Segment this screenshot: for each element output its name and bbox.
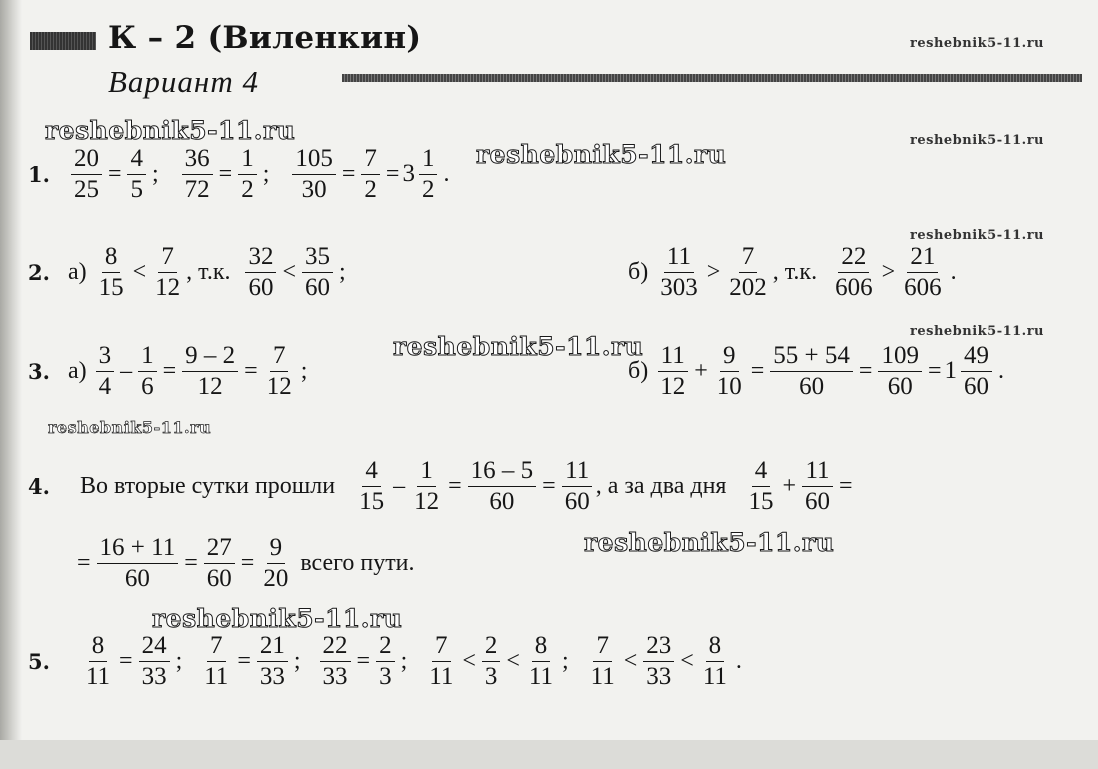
site-mark-small: reshebnik5-11.ru <box>910 324 1045 339</box>
numerator: 21 <box>907 243 938 273</box>
fraction <box>426 632 456 690</box>
denominator: 60 <box>489 487 515 515</box>
denominator: 4 <box>98 372 112 400</box>
task-4-line-2 <box>74 534 421 592</box>
numerator: 22 <box>320 632 351 662</box>
page-bottom-margin <box>0 740 1098 769</box>
fraction <box>657 243 701 301</box>
fraction <box>361 145 380 203</box>
fraction <box>97 534 179 592</box>
denominator: 606 <box>835 273 873 301</box>
separator: ; <box>262 160 270 187</box>
fraction <box>700 632 730 690</box>
task-number: 5. <box>28 648 50 674</box>
period: . <box>950 258 957 285</box>
denominator: 15 <box>748 487 774 515</box>
fraction <box>657 342 688 400</box>
fraction <box>526 632 556 690</box>
fraction <box>714 342 745 400</box>
denominator: 202 <box>729 273 767 301</box>
operator: = <box>218 160 233 187</box>
fraction <box>802 457 833 515</box>
denominator: 72 <box>184 175 210 203</box>
denominator: 3 <box>484 662 498 690</box>
numerator: 22 <box>838 243 869 273</box>
whole-part: 3 <box>402 160 415 187</box>
operator: = <box>750 357 765 384</box>
denominator: 5 <box>130 175 143 203</box>
fraction <box>482 632 501 690</box>
operator: < <box>623 647 638 674</box>
fraction <box>139 632 170 690</box>
numerator: 9 <box>720 342 739 372</box>
denominator: 606 <box>904 273 942 301</box>
operator: = <box>237 647 251 674</box>
watermark: reshebnik5-11.ru <box>45 116 296 145</box>
operator: = <box>244 357 258 384</box>
denominator: 12 <box>155 273 181 301</box>
denominator: 60 <box>124 564 150 592</box>
task-3a <box>28 342 310 400</box>
mixed-number <box>945 342 996 400</box>
numerator: 2 <box>482 632 501 662</box>
subtask-label: а) <box>67 357 87 384</box>
denominator: 11 <box>429 662 454 690</box>
denominator: 10 <box>716 372 742 400</box>
numerator: 11 <box>562 457 592 487</box>
numerator: 55 + 54 <box>770 342 853 372</box>
operator: = <box>858 357 873 384</box>
fraction <box>96 342 115 400</box>
denominator: 33 <box>259 662 285 690</box>
whole-part: 1 <box>944 357 957 384</box>
separator: ; <box>151 160 159 187</box>
watermark: reshebnik5-11.ru <box>476 140 727 169</box>
fraction <box>643 632 674 690</box>
fraction <box>96 243 127 301</box>
mixed-number <box>402 145 440 203</box>
fraction <box>419 145 438 203</box>
operator: = <box>119 647 133 674</box>
denominator: 60 <box>805 487 831 515</box>
task-number: 1. <box>28 161 50 187</box>
denominator: 60 <box>964 372 989 400</box>
numerator: 9 – 2 <box>182 342 238 372</box>
numerator: 4 <box>752 457 771 487</box>
numerator: 32 <box>245 243 276 273</box>
numerator: 8 <box>532 632 551 662</box>
site-mark-small: reshebnik5-11.ru <box>910 133 1045 148</box>
period: . <box>998 357 1004 384</box>
numerator: 7 <box>158 243 177 273</box>
task-text: всего пути. <box>300 549 415 576</box>
operator: = <box>107 160 122 187</box>
numerator: 1 <box>138 342 157 372</box>
numerator: 1 <box>238 145 257 175</box>
denominator: 11 <box>204 662 229 690</box>
watermark: reshebnik5-11.ru <box>584 528 835 557</box>
separator: ; <box>300 357 308 384</box>
numerator: 7 <box>361 145 380 175</box>
operator: = <box>448 472 462 499</box>
operator: + <box>694 357 708 384</box>
numerator: 11 <box>664 243 694 273</box>
denominator: 12 <box>660 372 686 400</box>
fraction <box>745 457 776 515</box>
operator: = <box>385 160 400 187</box>
operator: = <box>77 549 91 576</box>
numerator: 109 <box>878 342 922 372</box>
numerator: 20 <box>71 145 102 175</box>
variant-heading: Вариант 4 <box>108 64 259 99</box>
operator: < <box>506 647 520 674</box>
site-mark-small: reshebnik5-11.ru <box>910 36 1045 51</box>
denominator: 60 <box>799 372 825 400</box>
fraction <box>468 457 537 515</box>
operator: < <box>680 647 694 674</box>
numerator: 36 <box>182 145 213 175</box>
subtask-label: б) <box>628 357 649 384</box>
task-number: 4. <box>28 473 50 499</box>
numerator: 35 <box>302 243 333 273</box>
numerator: 1 <box>419 145 438 175</box>
task-text: , а за два дня <box>595 472 727 499</box>
numerator: 7 <box>270 342 289 372</box>
separator: ; <box>293 647 301 674</box>
denominator: 33 <box>322 662 348 690</box>
numerator: 7 <box>432 632 451 662</box>
fraction <box>260 534 291 592</box>
denominator: 11 <box>590 662 615 690</box>
task-4-line-1 <box>28 457 856 515</box>
operator: + <box>782 472 797 499</box>
operator: < <box>132 258 147 285</box>
operator: = <box>927 357 942 384</box>
header-marker-block <box>30 32 96 50</box>
fraction <box>292 145 336 203</box>
task-text: Во вторые сутки прошли <box>79 472 336 499</box>
site-mark-small: reshebnik5-11.ru <box>910 228 1045 243</box>
numerator: 11 <box>658 342 688 372</box>
fraction <box>138 342 157 400</box>
numerator: 8 <box>102 243 121 273</box>
fraction <box>182 145 213 203</box>
numerator: 21 <box>257 632 288 662</box>
task-number: 2. <box>28 259 50 285</box>
denominator: 2 <box>421 175 435 203</box>
fraction <box>204 534 235 592</box>
task-number: 3. <box>28 358 50 384</box>
fraction <box>302 243 333 301</box>
denominator: 12 <box>197 372 223 400</box>
fraction <box>961 342 992 400</box>
denominator: 2 <box>241 175 254 203</box>
subtask-label: б) <box>628 258 649 285</box>
operator: = <box>184 549 198 576</box>
denominator: 25 <box>73 175 99 203</box>
fraction <box>411 457 442 515</box>
text: , т.к. <box>186 258 231 285</box>
operator: < <box>282 258 297 285</box>
numerator: 11 <box>802 457 832 487</box>
denominator: 20 <box>263 564 289 592</box>
denominator: 303 <box>660 273 698 301</box>
fraction <box>201 632 231 690</box>
fraction <box>152 243 183 301</box>
fraction <box>356 457 387 515</box>
operator: > <box>706 258 721 285</box>
separator: ; <box>400 647 408 674</box>
task-2b <box>628 243 960 301</box>
operator: = <box>356 647 371 674</box>
denominator: 11 <box>702 662 727 690</box>
denominator: 60 <box>887 372 913 400</box>
numerator: 8 <box>89 632 108 662</box>
denominator: 15 <box>98 273 124 301</box>
subtask-label: а) <box>67 258 87 285</box>
fraction <box>376 632 395 690</box>
numerator: 1 <box>417 457 436 487</box>
numerator: 8 <box>706 632 725 662</box>
denominator: 30 <box>301 175 327 203</box>
denominator: 3 <box>379 662 392 690</box>
numerator: 16 + 11 <box>97 534 179 564</box>
denominator: 2 <box>364 175 377 203</box>
period: . <box>735 647 742 674</box>
fraction <box>257 632 288 690</box>
operator: = <box>542 472 556 499</box>
denominator: 60 <box>305 273 331 301</box>
watermark: reshebnik5-11.ru <box>48 418 212 437</box>
task-2a <box>28 243 349 301</box>
numerator: 4 <box>362 457 381 487</box>
fraction <box>562 457 593 515</box>
denominator: 15 <box>359 487 385 515</box>
operator: > <box>881 258 896 285</box>
page-edge-shadow <box>0 0 22 769</box>
fraction <box>71 145 102 203</box>
task-1 <box>28 145 452 203</box>
denominator: 11 <box>85 662 111 690</box>
task-5 <box>28 632 745 690</box>
denominator: 6 <box>141 372 154 400</box>
fraction <box>770 342 853 400</box>
operator: – <box>393 472 406 499</box>
numerator: 16 – 5 <box>468 457 537 487</box>
numerator: 3 <box>96 342 115 372</box>
separator: ; <box>339 258 346 285</box>
fraction <box>726 243 770 301</box>
operator: = <box>240 549 255 576</box>
numerator: 49 <box>961 342 992 372</box>
fraction <box>245 243 276 301</box>
numerator: 9 <box>267 534 286 564</box>
fraction <box>832 243 876 301</box>
fraction <box>182 342 238 400</box>
numerator: 7 <box>739 243 758 273</box>
period: . <box>443 160 450 187</box>
fraction <box>83 632 113 690</box>
operator: = <box>341 160 356 187</box>
fraction <box>878 342 922 400</box>
fraction <box>264 342 295 400</box>
denominator: 12 <box>414 487 440 515</box>
numerator: 7 <box>593 632 612 662</box>
operator: = <box>839 472 853 499</box>
numerator: 4 <box>127 145 146 175</box>
denominator: 12 <box>266 372 292 400</box>
watermark: reshebnik5-11.ru <box>152 604 403 633</box>
denominator: 33 <box>646 662 672 690</box>
operator: = <box>162 357 177 384</box>
numerator: 7 <box>207 632 226 662</box>
denominator: 60 <box>564 487 590 515</box>
header-rule <box>342 74 1082 82</box>
denominator: 60 <box>248 273 274 301</box>
operator: < <box>462 647 476 674</box>
page-title: К – 2 (Виленкин) <box>108 20 422 56</box>
task-3b <box>628 342 1007 400</box>
fraction <box>588 632 618 690</box>
numerator: 27 <box>204 534 235 564</box>
numerator: 105 <box>292 145 336 175</box>
separator: ; <box>562 647 569 674</box>
separator: ; <box>175 647 183 674</box>
numerator: 2 <box>376 632 395 662</box>
numerator: 24 <box>139 632 170 662</box>
operator: – <box>120 357 133 384</box>
watermark: reshebnik5-11.ru <box>393 332 644 361</box>
fraction <box>901 243 945 301</box>
numerator: 23 <box>643 632 674 662</box>
fraction <box>320 632 351 690</box>
fraction <box>238 145 257 203</box>
fraction <box>127 145 146 203</box>
denominator: 11 <box>528 662 553 690</box>
denominator: 60 <box>206 564 232 592</box>
text: , т.к. <box>772 258 818 285</box>
denominator: 33 <box>141 662 167 690</box>
